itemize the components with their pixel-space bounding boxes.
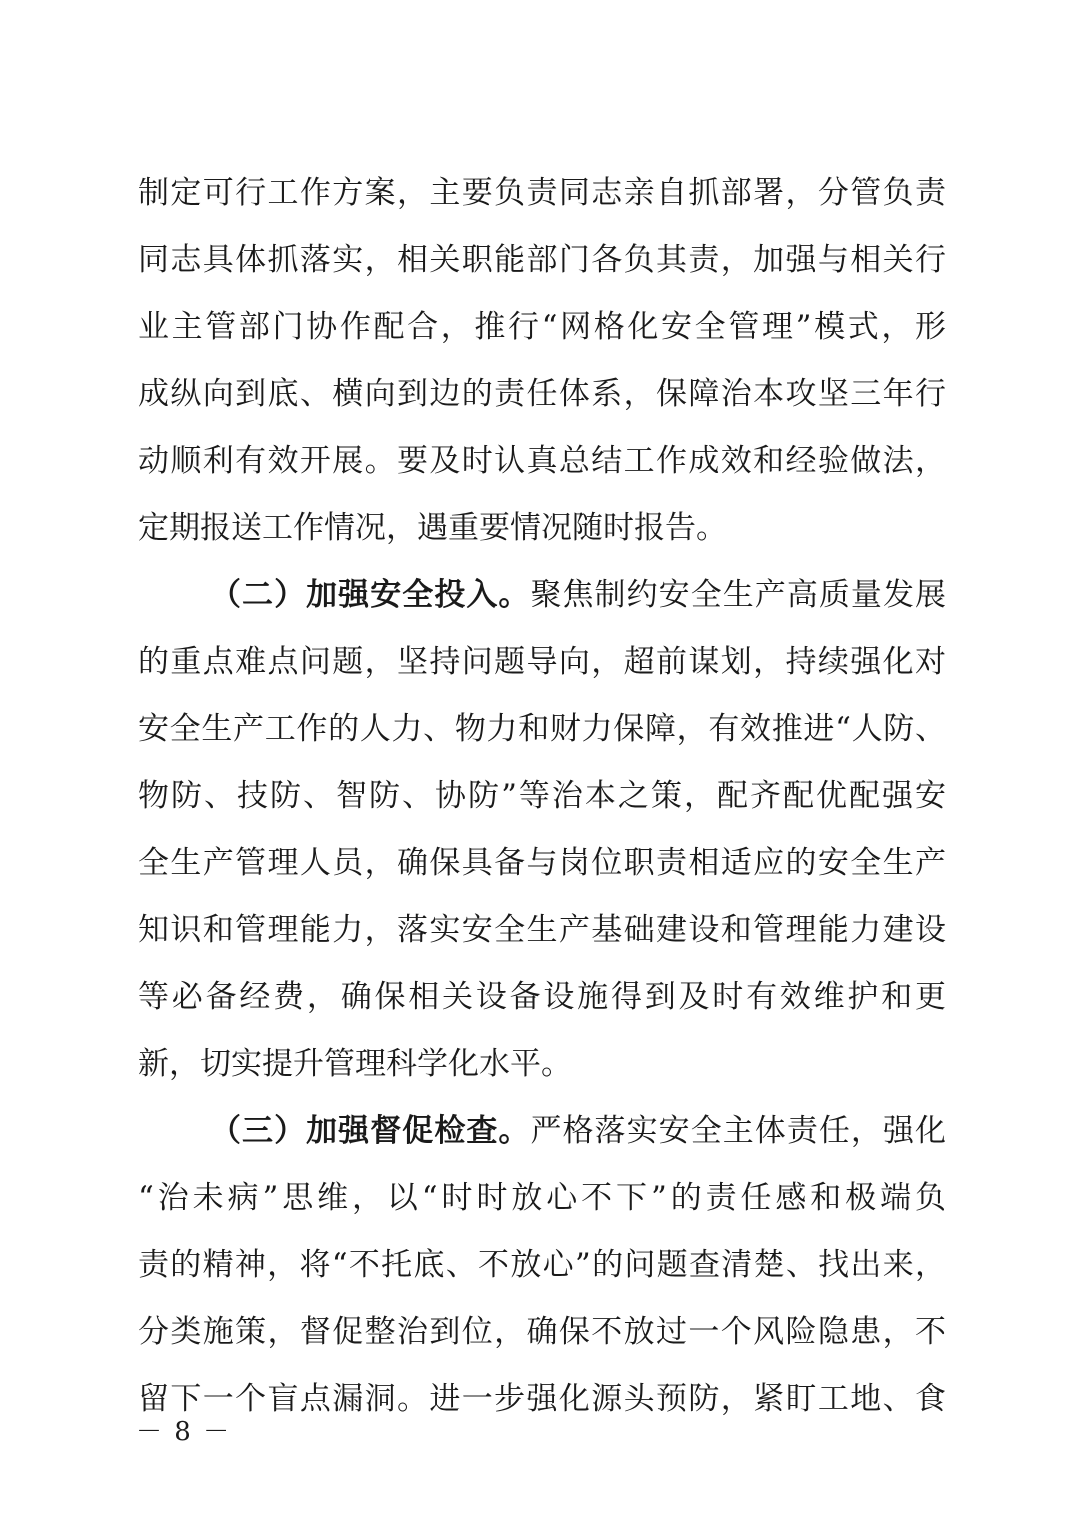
paragraph-line: 成纵向到底、横向到边的责任体系，保障治本攻坚三年行 [138,376,946,412]
paragraph-line: 制定可行工作方案，主要负责同志亲自抓部署，分管负责 [138,175,946,211]
section-heading-text: 严格落实安全主体责任，强化 [530,1113,947,1149]
paragraph-line: 同志具体抓落实，相关职能部门各负其责，加强与相关行 [138,242,946,278]
paragraph-line: “治未病”思维，以“时时放心不下”的责任感和极端负 [138,1180,946,1216]
section-heading: （三）加强督促检查。 [210,1113,531,1149]
page-number: － 8 － [136,1417,232,1447]
paragraph-line: 等必备经费，确保相关设备设施得到及时有效维护和更 [138,979,946,1015]
paragraph-line: 知识和管理能力，落实安全生产基础建设和管理能力建设 [138,912,946,948]
paragraph-line: 留下一个盲点漏洞。进一步强化源头预防，紧盯工地、食 [138,1381,946,1417]
paragraph-line: 的重点难点问题，坚持问题导向，超前谋划，持续强化对 [138,644,946,680]
paragraph-line: 分类施策，督促整治到位，确保不放过一个风险隐患，不 [138,1314,946,1350]
paragraph-line: 动顺利有效开展。要及时认真总结工作成效和经验做法， [138,443,946,479]
paragraph-line: 新，切实提升管理科学化水平。 [138,1046,572,1082]
section-heading: （二）加强安全投入。 [210,577,531,613]
paragraph-line: 定期报送工作情况，遇重要情况随时报告。 [138,510,727,546]
paragraph-line: 安全生产工作的人力、物力和财力保障，有效推进“人防、 [138,711,946,747]
paragraph-line: 物防、技防、智防、协防”等治本之策，配齐配优配强安 [138,778,946,814]
paragraph-line: 业主管部门协作配合，推行“网格化安全管理”模式，形 [138,309,946,345]
section-heading-line [210,570,946,620]
section-heading-text: 聚焦制约安全生产高质量发展 [530,577,947,613]
paragraph-line: 全生产管理人员，确保具备与岗位职责相适应的安全生产 [138,845,946,881]
paragraph-line: 责的精神，将“不托底、不放心”的问题查清楚、找出来， [138,1247,946,1283]
section-heading-line [210,1106,946,1156]
